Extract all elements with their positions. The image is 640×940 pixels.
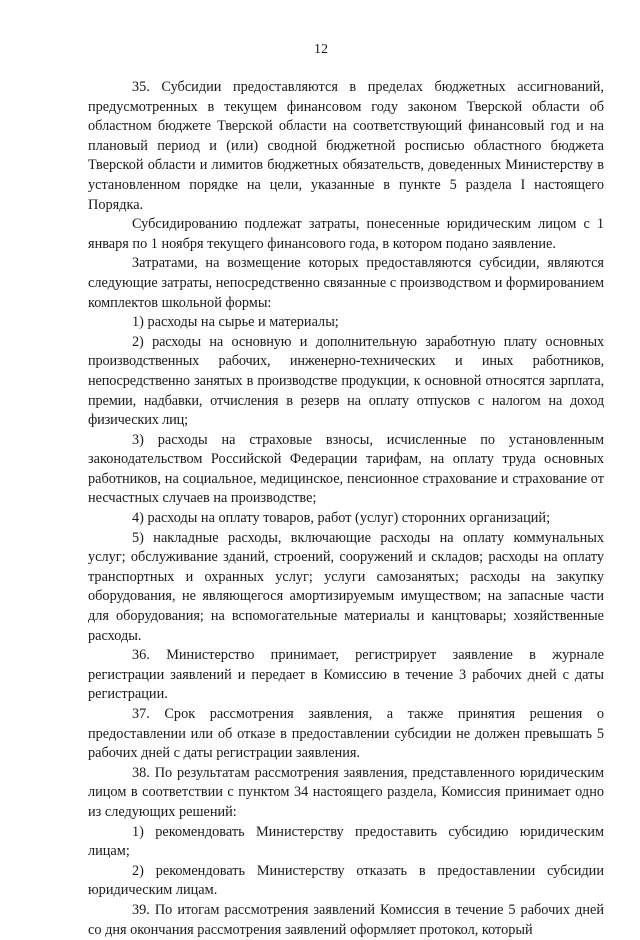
paragraph-35: 35. Субсидии предоставляются в пределах бюджетных ассигнований, предусмотренных в текущем финансовом году законом Тверской области об областном бюджете Тверской области на соответствующий финансовый год и на плановый период и (или) сводной бюджетной росписью областного бюджета Тверской области и лимитов бюджетных обязательств, доведенных Министерству в установленном порядке на цели, указанные в пункте 5 раздела I настоящего Порядка. [88,79,604,213]
list-item-4-third-party: 4) расходы на оплату товаров, работ (услуг) сторонних организаций; [132,510,551,527]
list-item-1-raw-materials: 1) расходы на сырье и материалы; [132,314,339,331]
list-item-2-wages: 2) расходы на основную и дополнительную заработную плату основных производственных рабочих, инженерно-технических и иных работников, непосредственно занятых в производстве продукции, к основной относятся зарплата, премии, надбавки, отчисления в резерв на оплату отпусков с налогом на доход физических лиц; [88,333,604,429]
list-item-5-overhead: 5) накладные расходы, включающие расходы на оплату коммунальных услуг; обслуживание зданий, строений, сооружений и складов; расходы на оплату транспортных и охранных услуг; услуги самозанятых; расходы на закупку оборудования, не являющегося амортизируемым имуществом; на запасные части для оборудования; на вспомогательные материалы и канцтовары; хозяйственные расходы. [88,529,604,644]
paragraph-36: 36. Министерство принимает, регистрирует заявление в журнале регистрации заявлений и передает в Комиссию в течение 3 рабочих дней с даты регистрации. [88,647,604,703]
list-item-3-insurance: 3) расходы на страховые взносы, исчисленные по установленным законодательством Российской Федерации тарифам, на оплату труда основных работников, на социальное, медицинское, пенсионное страхование и страхование от несчастных случаев на производстве; [88,431,604,507]
paragraph-cost-types-intro: Затратами, на возмещение которых предоставляются субсидии, являются следующие затраты, непосредственно связанные с производством и формированием комплектов школьной формы: [88,255,604,311]
paragraph-39: 39. По итогам рассмотрения заявлений Комиссия в течение 5 рабочих дней со дня окончания рассмотрения заявлений оформляет протокол, который [88,901,604,938]
paragraph-subsidized-costs: Субсидированию подлежат затраты, понесенные юридическим лицом с 1 января по 1 ноября текущего финансового года, в котором подано заявление. [88,216,604,252]
decision-option-2: 2) рекомендовать Министерству отказать в предоставлении субсидии юридическим лицам. [88,862,604,899]
paragraph-37: 37. Срок рассмотрения заявления, а также принятия решения о предоставлении или об отказе в предоставлении субсидии не должен превышать 5 рабочих дней с даты регистрации заявления. [88,706,604,762]
decision-option-1: 1) рекомендовать Министерству предоставить субсидию юридическим лицам; [88,823,604,860]
page-number: 12 [314,42,328,57]
paragraph-38: 38. По результатам рассмотрения заявления, представленного юридическим лицом в соответствии с пунктом 34 настоящего раздела, Комиссия принимает одно из следующих решений: [88,764,604,820]
